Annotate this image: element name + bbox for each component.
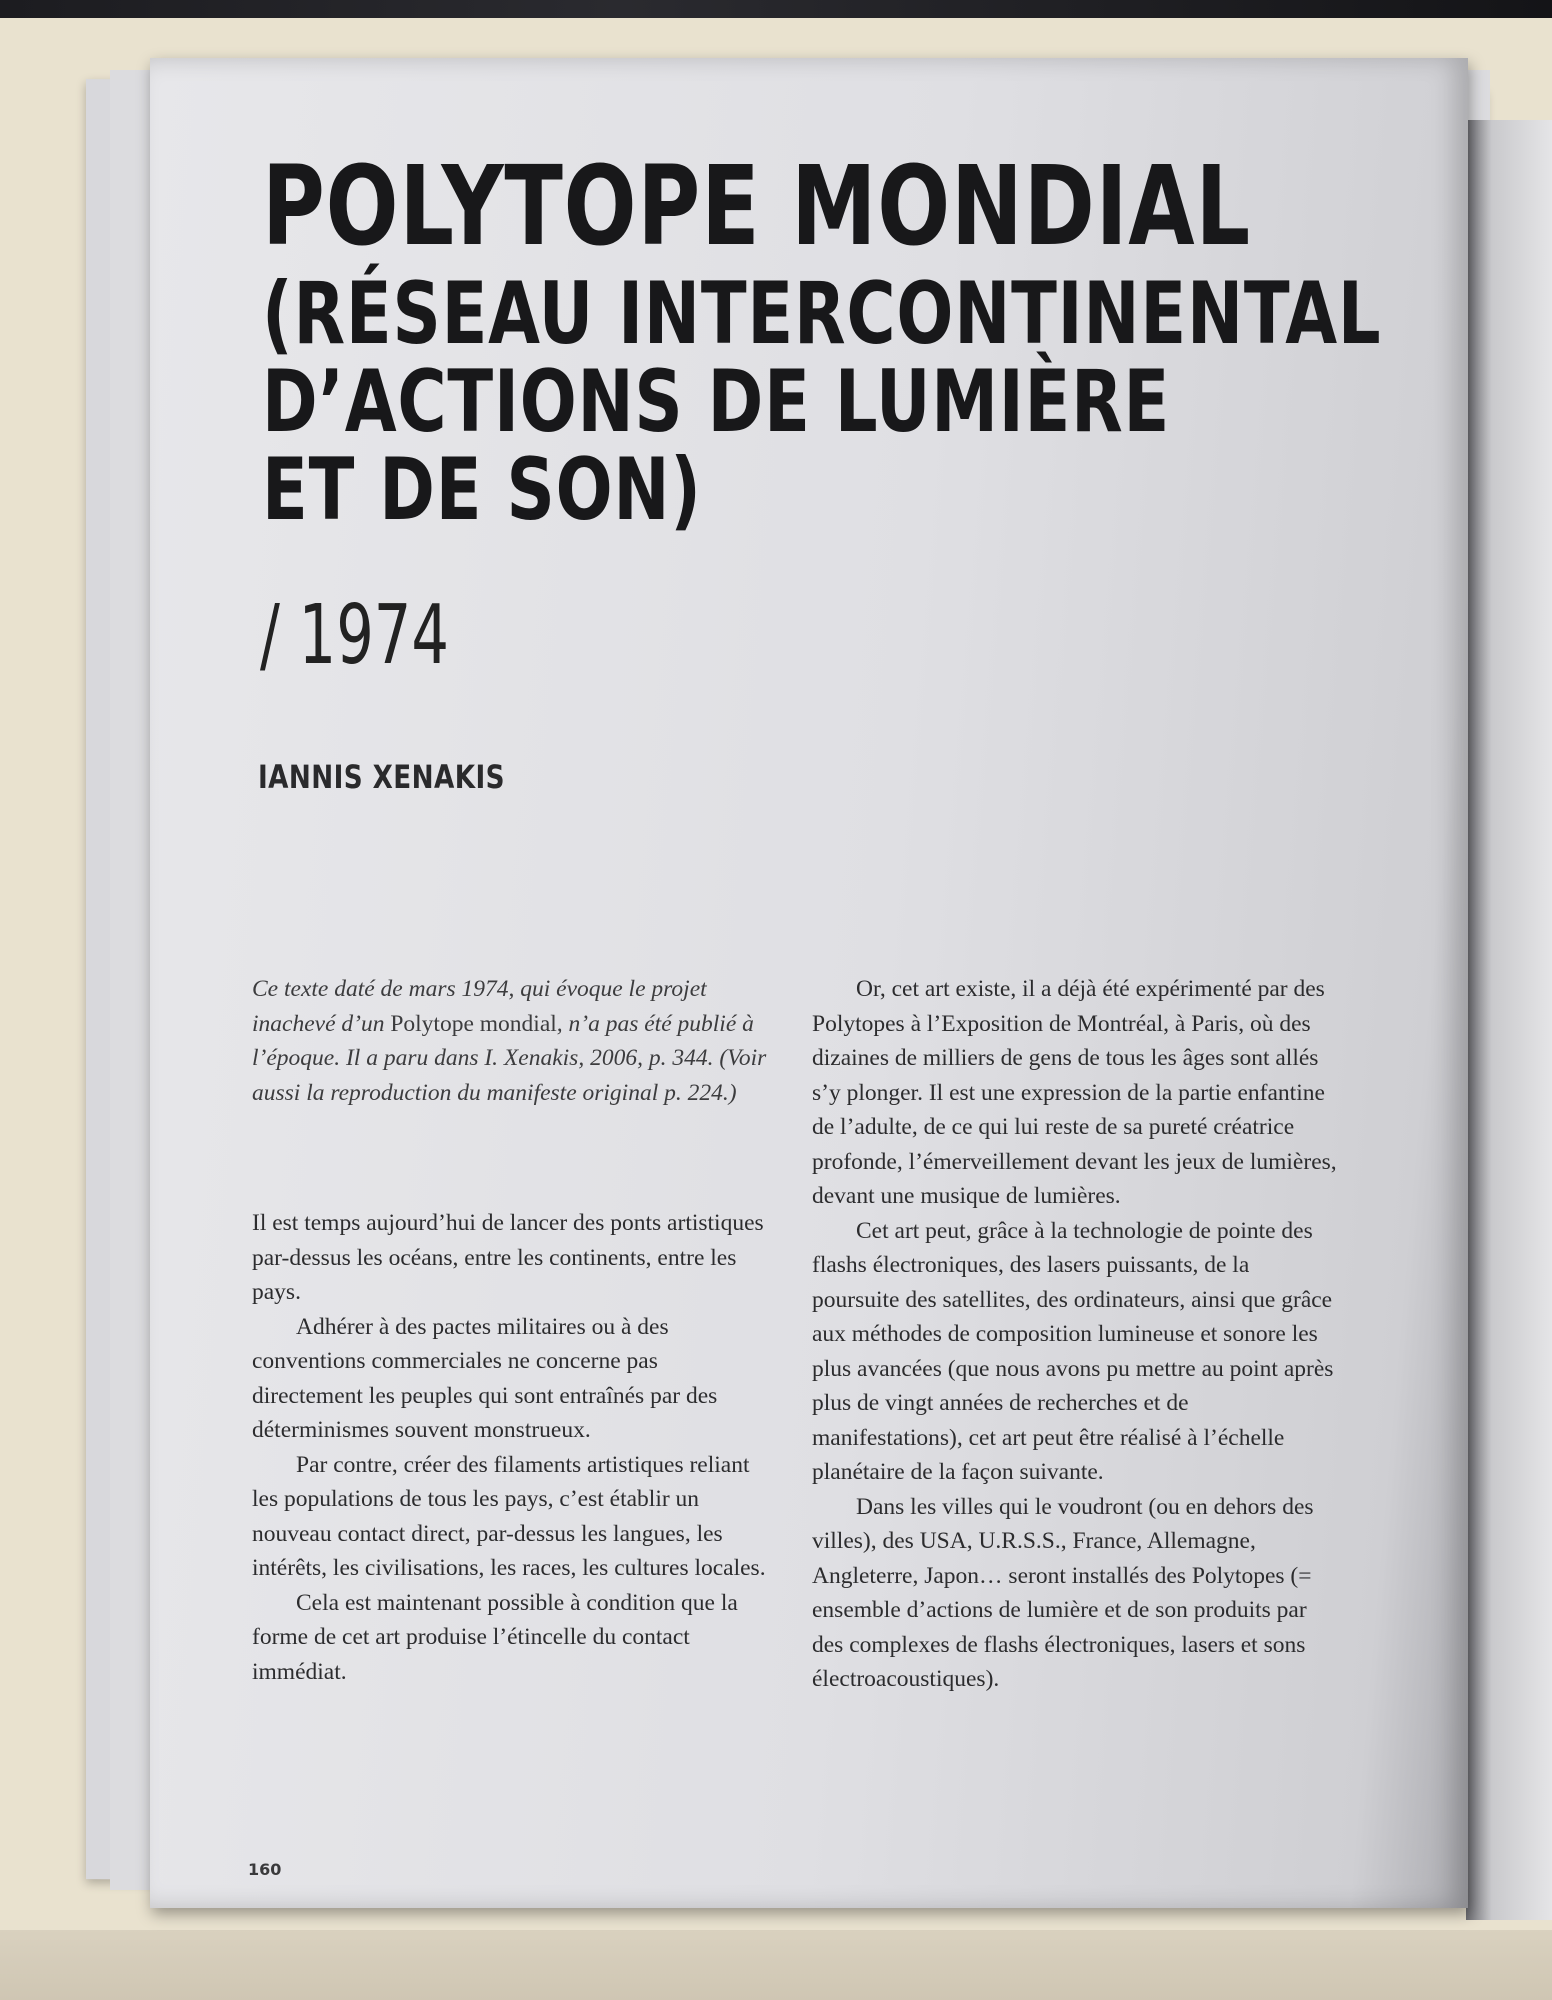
title-line-3: D’ACTIONS DE LUMIÈRE xyxy=(262,352,1171,452)
right-column xyxy=(812,972,1340,1697)
editorial-note-work-title: Polytope mondial xyxy=(390,1010,557,1037)
page-number: 160 xyxy=(248,1860,282,1879)
editorial-note-part-1: Ce texte daté de mars 1974, qui évoque le projet inachevé d’un xyxy=(252,976,707,1037)
author-name: IANNIS XENAKIS xyxy=(258,758,505,796)
title-line-4: ET DE SON) xyxy=(262,440,702,540)
editorial-note xyxy=(252,972,772,1110)
page-title xyxy=(262,142,1382,540)
body-paragraph: Il est temps aujourd’hui de lancer des ponts artistiques par-dessus les océans, entre les continents, entre les pays. xyxy=(252,1210,764,1305)
body-paragraph: Adhérer à des pactes militaires ou à des conventions commerciales ne concerne pas directement les peuples qui sont entraînés par des déterminismes souvent monstrueux. xyxy=(252,1313,718,1443)
body-paragraph: Par contre, créer des filaments artistiques reliant les populations de tous les pays, c’est établir un nouveau contact direct, par-dessus les langues, les intérêts, les civilisations, les races, les cultures locales. xyxy=(252,1451,766,1581)
title-line-2: (RÉSEAU INTERCONTINENTAL xyxy=(262,264,1382,364)
title-line-1: POLYTOPE MONDIAL xyxy=(262,142,1251,270)
facing-page-edge xyxy=(1466,120,1552,1920)
table-surface xyxy=(0,1930,1552,2000)
publication-year: / 1974 xyxy=(260,588,449,683)
body-paragraph: Or, cet art existe, il a déjà été expérimenté par des Polytopes à l’Exposition de Montréal, à Paris, où des dizaines de milliers de gens de tous les âges sont allés s’y plonger. Il est une expression de la partie enfantine de l’adulte, de ce qui lui reste de sa pureté créatrice profonde, l’émerveillement devant les jeux de lumières, devant une musique de lumières. xyxy=(812,976,1337,1209)
body-paragraph: Cela est maintenant possible à condition que la forme de cet art produise l’étincelle du contact immédiat. xyxy=(252,1589,738,1685)
body-paragraph: Dans les villes qui le voudront (ou en dehors des villes), des USA, U.R.S.S., France, Allemagne, Angleterre, Japon… seront installés des Polytopes (= ensemble d’actions de lumière et de son produits par des complexes de flashs électroniques, lasers et sons électroacoustiques). xyxy=(812,1493,1314,1692)
background-top-edge xyxy=(0,0,1552,18)
editorial-note-part-3: , n’a pas été publié à l’époque. Il a paru dans I. Xenakis, 2006, p. 344. (Voir aussi la reproduction du manifeste original p. 224.) xyxy=(252,1010,767,1106)
body-paragraph: Cet art peut, grâce à la technologie de pointe des flashs électroniques, des lasers puissants, de la poursuite des satellites, des ordinateurs, ainsi que grâce aux méthodes de composition lumineuse et sonore les plus avancées (que nous avons pu mettre au point après plus de vingt années de recherches et de manifestations), cet art peut être réalisé à l’échelle planétaire de la façon suivante. xyxy=(812,1217,1334,1485)
left-column xyxy=(252,972,772,1689)
